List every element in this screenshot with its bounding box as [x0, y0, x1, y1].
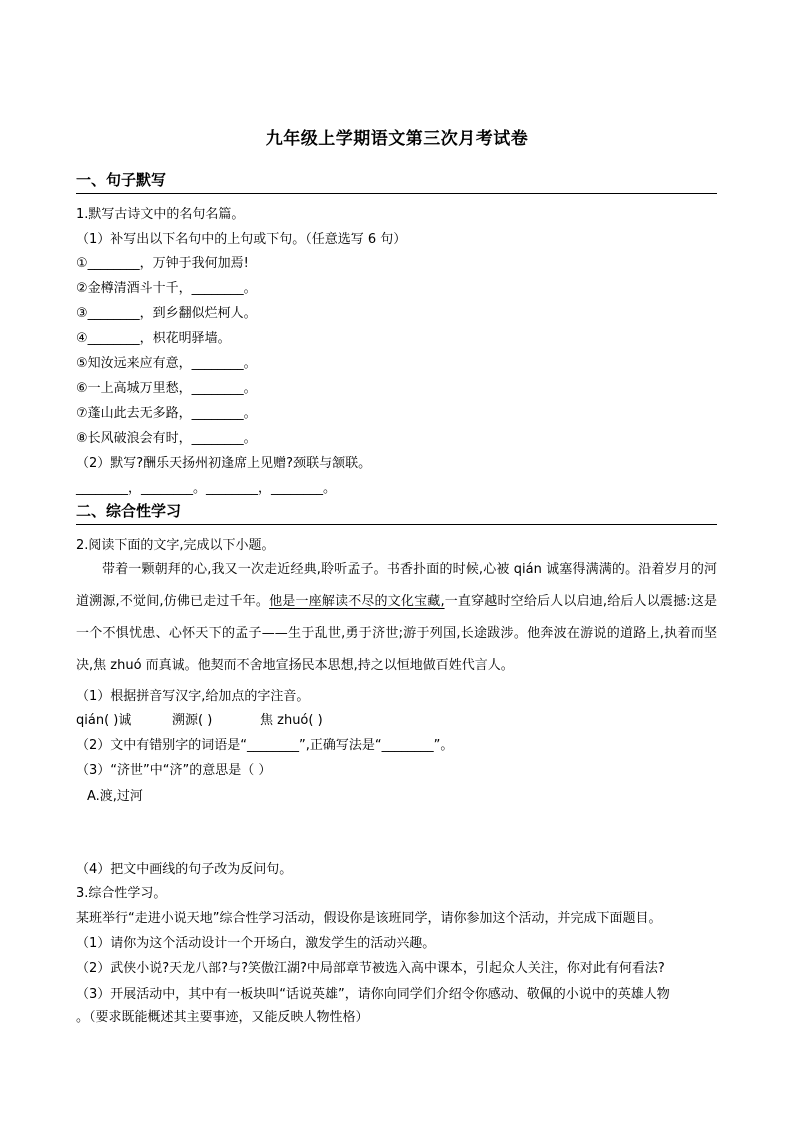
- fill-line-1: ①________，万钟于我何加焉!: [76, 256, 249, 271]
- question-3-intro: 某班举行“走进小说天地”综合性学习活动，假设你是该班同学，请你参加这个活动，并完成下面题目。: [76, 911, 662, 926]
- question-1-stem: 1.默写古诗文中的名句名篇。: [76, 207, 245, 222]
- fill-line-2: ②金樽清酒斗十千，________。: [76, 281, 257, 296]
- section-1-heading: 一、句子默写: [76, 171, 167, 189]
- fill-line-5: ⑤知汝远来应有意，________。: [76, 356, 257, 371]
- sub-question-4: （4）把文中画线的句子改为反问句。: [76, 862, 293, 877]
- underlined-sentence: 他是一座解读不尽的文化宝藏,: [269, 594, 445, 609]
- question-1-part-2: （2）默写?酬乐天扬州初逢席上见赠?颈联与颔联。: [76, 456, 372, 471]
- question-3-part-1: （1）请你为这个活动设计一个开场白，激发学生的活动兴趣。: [76, 936, 436, 951]
- question-3-part-3-cont: 。（要求既能概述其主要事迹，又能反映人物性格）: [76, 1010, 369, 1025]
- sub-question-1: （1）根据拼音写汉字,给加点的字注音。: [76, 689, 310, 704]
- fill-line-6: ⑥一上高城万里愁，________。: [76, 381, 257, 396]
- passage-text: 带着一颗朝拜的心,我又一次走近经典,聆听孟子。书香扑面的时候,心被 qián 诚塞得满满的。沿着岁月的河道溯源,不觉间,仿佛已走过千年。: [76, 562, 717, 609]
- reading-passage: [76, 554, 717, 682]
- option-a: A.渡,过河: [87, 789, 143, 804]
- question-3-part-3: （3）开展活动中，其中有一板块叫“话说英雄”，请你向同学们介绍令你感动、敬佩的小说中的英雄人物: [76, 987, 670, 1002]
- fill-line-7: ⑦蓬山此去无多路，________。: [76, 406, 257, 421]
- section-2-heading: 二、综合性学习: [76, 502, 182, 520]
- fill-line-4: ④________，枳花明驿墙。: [76, 331, 231, 346]
- pinyin-blank-2: 溯源( ): [172, 713, 213, 728]
- page-title: 九年级上学期语文第三次月考试卷: [265, 129, 529, 149]
- fill-line-8: ⑧长风破浪会有时，________。: [76, 431, 257, 446]
- answer-blank-line: ________，________。________，________。: [76, 481, 337, 496]
- section-divider: [76, 193, 717, 194]
- question-3-stem: 3.综合性学习。: [76, 886, 167, 901]
- sub-question-2: （2）文中有错别字的词语是“________”,正确写法是“________”。: [76, 738, 454, 753]
- question-2-stem: 2.阅读下面的文字,完成以下小题。: [76, 538, 275, 553]
- question-3-part-2: （2）武侠小说?天龙八部?与?笑傲江湖?中局部章节被选入高中课本，引起众人关注，你对此有何看法?: [76, 961, 665, 976]
- fill-line-3: ③________，到乡翻似烂柯人。: [76, 306, 257, 321]
- pinyin-blank-3: 焦 zhuó( ): [260, 713, 323, 728]
- pinyin-blank-1: qián( )诚: [76, 713, 132, 728]
- passage-text: 一直穿越时空给后人以启迪,给后人以震撼:这是一个不惧忧患、心怀天下的孟子——生于乱世,勇于济世;游于列国,长途跋涉。他奔波在游说的道路上,执着而坚决,焦 zhuó 而真诚。他契而不舍地宣扬民本思想,持之以恒地做百姓代言人。: [76, 594, 718, 673]
- question-1-part-1: （1）补写出以下名句中的上句或下句。（任意选写 6 句）: [76, 232, 407, 247]
- sub-question-3: （3）“济世”中“济”的意思是（ ）: [76, 763, 272, 778]
- section-divider: [76, 524, 717, 525]
